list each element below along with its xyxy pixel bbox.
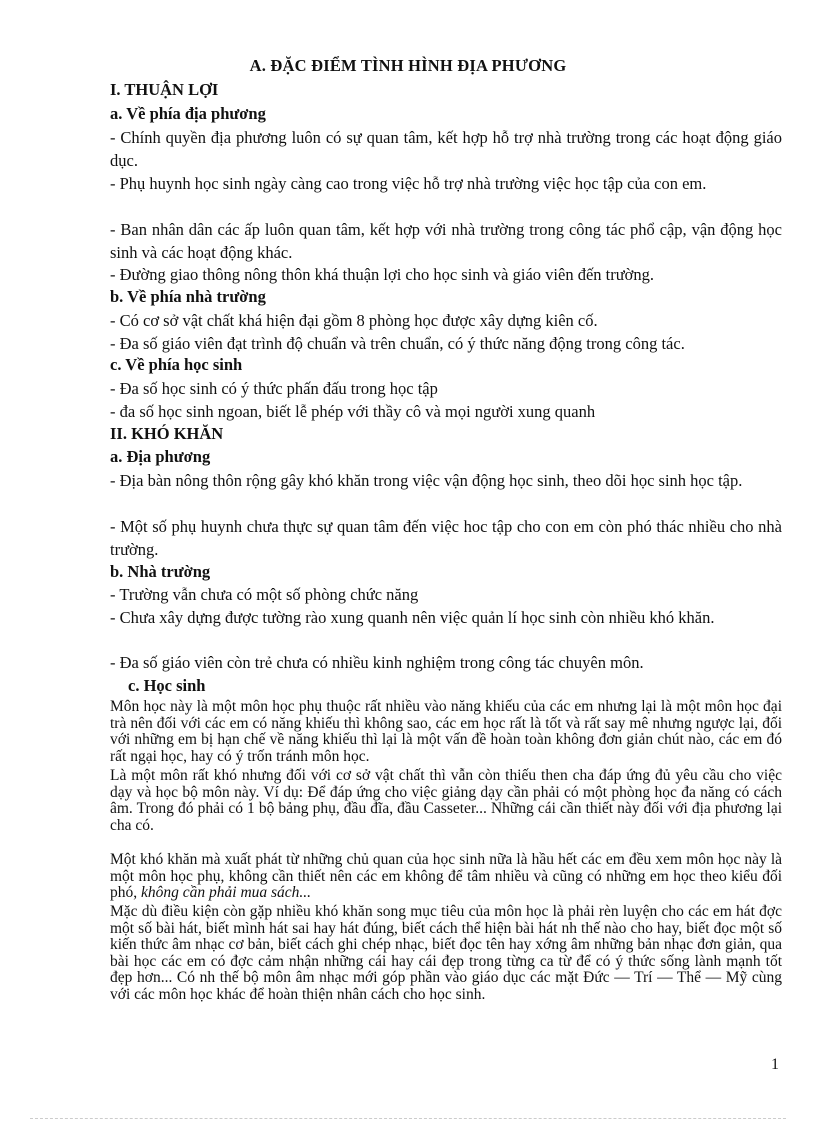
- subheading-nha-truong-2: b. Nhà trường: [110, 562, 211, 581]
- subheading-dia-phuong-2: a. Địa phương: [110, 447, 211, 466]
- paragraph: - Một số phụ huynh chưa thực sự quan tâm đến việc hoc tập cho con em còn phó thác nhiều cho nhà trường.: [110, 517, 782, 559]
- paragraph: - Phụ huynh học sinh ngày càng cao trong việc hỗ trợ nhà trường việc học tập của con em.: [110, 174, 707, 193]
- paragraph: - Đa số giáo viên đạt trình độ chuẩn và trên chuẩn, có ý thức năng động trong công tác.: [110, 334, 685, 353]
- paragraph: - Có cơ sở vật chất khá hiện đại gồm 8 phòng học được xây dựng kiên cố.: [110, 311, 598, 330]
- subheading-dia-phuong: a. Về phía địa phương: [110, 104, 266, 123]
- page-number: 1: [771, 1056, 779, 1073]
- paragraph: - Chưa xây dựng được tường rào xung quanh nên việc quản lí học sinh còn nhiều khó khăn.: [110, 608, 715, 627]
- heading-kho-khan: II. KHÓ KHĂN: [110, 424, 224, 443]
- paragraph: - Trường vẫn chưa có một số phòng chức năng: [110, 585, 419, 604]
- paragraph: Là một môn rất khó nhưng đối với cơ sở vật chất thì vẫn còn thiếu then cha đáp ứng đủ yêu cầu cho việc dạy và học bộ môn này. Ví dụ: Để đáp ứng cho việc giảng dạy cần phải có một phòng học đa năng có cách âm. Trong đó phải có 1 bộ bảng phụ, đầu đĩa, đầu Casseter... Những cái cần thiết này đối với địa phương lại cha có.: [110, 767, 782, 834]
- paragraph-text: Một khó khăn mà xuất phát từ những chủ quan của học sinh nữa là hầu hết các em đều xem môn học này là một môn học phụ, không cần thiết nên các em không để tâm nhiều và cũng có những em học theo kiểu đối phó,: [110, 851, 782, 901]
- subheading-nha-truong: b. Về phía nhà trường: [110, 287, 266, 306]
- subheading-hoc-sinh: c. Về phía học sinh: [110, 355, 243, 374]
- paragraph: - Địa bàn nông thôn rộng gây khó khăn trong việc vận động học sinh, theo dõi học sinh học tập.: [110, 471, 743, 490]
- paragraph: - Đường giao thông nông thôn khá thuận lợi cho học sinh và giáo viên đến trường.: [110, 265, 655, 284]
- heading-thuan-loi: I. THUẬN LỢI: [110, 80, 219, 99]
- page-bottom-border: [30, 1118, 786, 1119]
- paragraph: - Ban nhân dân các ấp luôn quan tâm, kết hợp với nhà trường trong công tác phổ cập, vận động học sinh và các hoạt động khác.: [110, 220, 782, 262]
- document-title: A. ĐẶC ĐIỂM TÌNH HÌNH ĐỊA PHƯƠNG: [249, 56, 567, 75]
- paragraph: Môn học này là một môn học phụ thuộc rất nhiều vào năng khiếu của các em nhưng lại là một môn học đại trà nên đối với các em có năng khiếu thì không sao, các em học rất là tốt và rất say mê nhưng ngược lại, đối với những em bị hạn chế về năng khiếu thì lại là một vấn đề hoàn toàn không đơn giản chút nào, các em đó rất ngại học, hay có ý trốn tránh môn học.: [110, 698, 782, 765]
- subheading-hoc-sinh-2: c. Học sinh: [128, 676, 206, 695]
- paragraph: - Đa số học sinh có ý thức phấn đấu trong học tập: [110, 379, 438, 398]
- italic-phrase: không cần phải mua sách...: [141, 884, 312, 901]
- paragraph: - Chính quyền địa phương luôn có sự quan tâm, kết hợp hỗ trợ nhà trường trong các hoạt động giáo dục.: [110, 128, 782, 170]
- paragraph: - Đa số giáo viên còn trẻ chưa có nhiều kinh nghiệm trong công tác chuyên môn.: [110, 653, 644, 672]
- paragraph: [110, 852, 782, 902]
- paragraph: Mặc dù điều kiện còn gặp nhiều khó khăn song mục tiêu của môn học là phải rèn luyện cho các em hát đợc một số bài hát, biết mình hát sai hay hát đúng, biết cách thể hiện bài hát nh thế nào cho hay, biết đọc một số kiến thức âm nhạc cơ bản, biết cách ghi chép nhạc, biết đọc tên hay xớng âm những bản nhạc đơn giản, qua bài học các em có đợc cảm nhận những cái hay cái đẹp trong từng ca từ để có ý thức sống lành mạnh tốt đẹp hơn... Có nh thế bộ môn âm nhạc mới góp phần vào giáo dục các mặt Đức — Trí — Thể — Mỹ cùng với các môn học khác để hoàn thiện nhân cách cho học sinh.: [110, 903, 782, 1003]
- paragraph: - đa số học sinh ngoan, biết lễ phép với thầy cô và mọi người xung quanh: [110, 402, 596, 421]
